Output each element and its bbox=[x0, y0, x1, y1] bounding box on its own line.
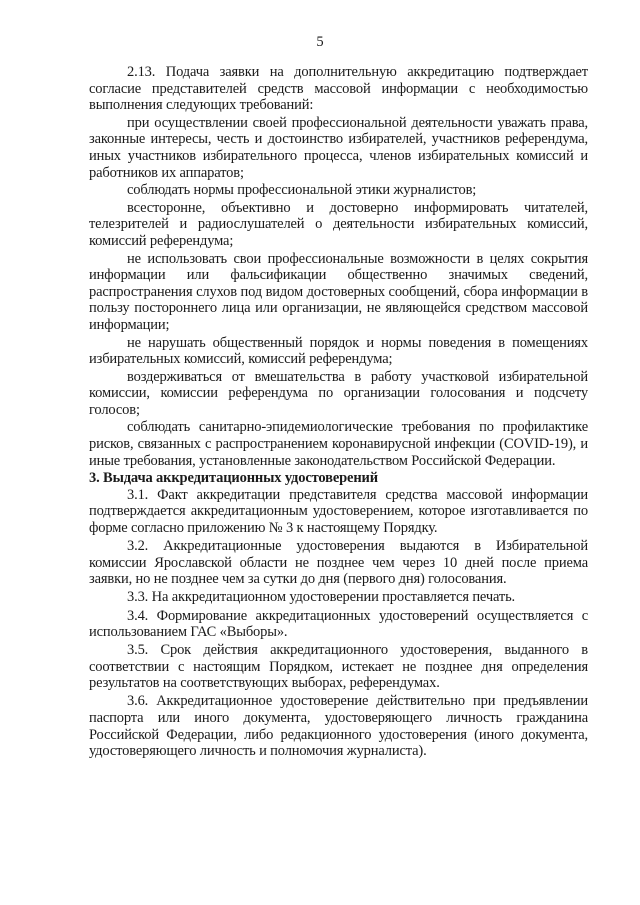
requirement-sanitary: соблюдать санитарно-эпидемиологические требования по профилактике рисков, связанных с распространением коронавирусной инфекции (COVID-19), и иные требования, установленные законодательством Российской Федерации. bbox=[89, 419, 588, 469]
paragraph-3-5: 3.5. Срок действия аккредитационного удостоверения, выданного в соответствии с настоящим Порядком, истекает не позднее дня определения результатов на соответствующих выборах, референдумах. bbox=[89, 642, 588, 692]
paragraph-3-1: 3.1. Факт аккредитации представителя средства массовой информации подтверждается аккредитационным удостоверением, которое изготавливается по форме согласно приложению № 3 к настоящему Порядку. bbox=[89, 486, 588, 537]
paragraph-3-4: 3.4. Формирование аккредитационных удостоверений осуществляется с использованием ГАС «Выборы». bbox=[89, 607, 588, 641]
requirement-non-interference: воздерживаться от вмешательства в работу участковой избирательной комиссии, комиссии референдума по организации голосования и подсчету голосов; bbox=[89, 368, 588, 418]
requirement-inform: всесторонне, объективно и достоверно информировать читателей, телезрителей и радиослушателей о деятельности избирательных комиссий, комиссий референдума; bbox=[89, 199, 588, 249]
requirement-public-order: не нарушать общественный порядок и нормы поведения в помещениях избирательных комиссий, комиссий референдума; bbox=[89, 334, 588, 368]
requirement-ethics: соблюдать нормы профессиональной этики журналистов; bbox=[127, 182, 477, 199]
paragraph-3-6: 3.6. Аккредитационное удостоверение действительно при предъявлении паспорта или иного документа, удостоверяющего личность гражданина Российской Федерации, либо редакционного удостоверения (иного документа, удостоверяющего личность и полномочия журналиста). bbox=[89, 693, 588, 760]
requirement-respect-rights: при осуществлении своей профессиональной деятельности уважать права, законные интересы, честь и достоинство избирателей, участников референдума, иных участников избирательного процесса, членов избирательных комиссий и работников их аппаратов; bbox=[89, 114, 588, 181]
page-number: 5 bbox=[316, 34, 324, 50]
paragraph-3-2: 3.2. Аккредитационные удостоверения выдаются в Избирательной комиссии Ярославской области не позднее чем через 10 дней после приема заявки, но не позднее чем за сутки до дня (первого дня) голосования. bbox=[89, 538, 588, 588]
section-3-heading: 3. Выдача аккредитационных удостоверений bbox=[89, 470, 378, 487]
document-body bbox=[89, 64, 588, 761]
requirement-no-concealment: не использовать свои профессиональные возможности в целях сокрытия информации или фальсификации общественно значимых сведений, распространения слухов под видом достоверных сообщений, сбора информации в пользу постороннего лица или организации, не являющейся средством массовой информации; bbox=[89, 250, 588, 333]
paragraph-3-3: 3.3. На аккредитационном удостоверении проставляется печать. bbox=[127, 589, 516, 606]
paragraph-2-13: 2.13. Подача заявки на дополнительную аккредитацию подтверждает согласие представителей средств массовой информации с необходимостью выполнения следующих требований: bbox=[89, 64, 588, 114]
